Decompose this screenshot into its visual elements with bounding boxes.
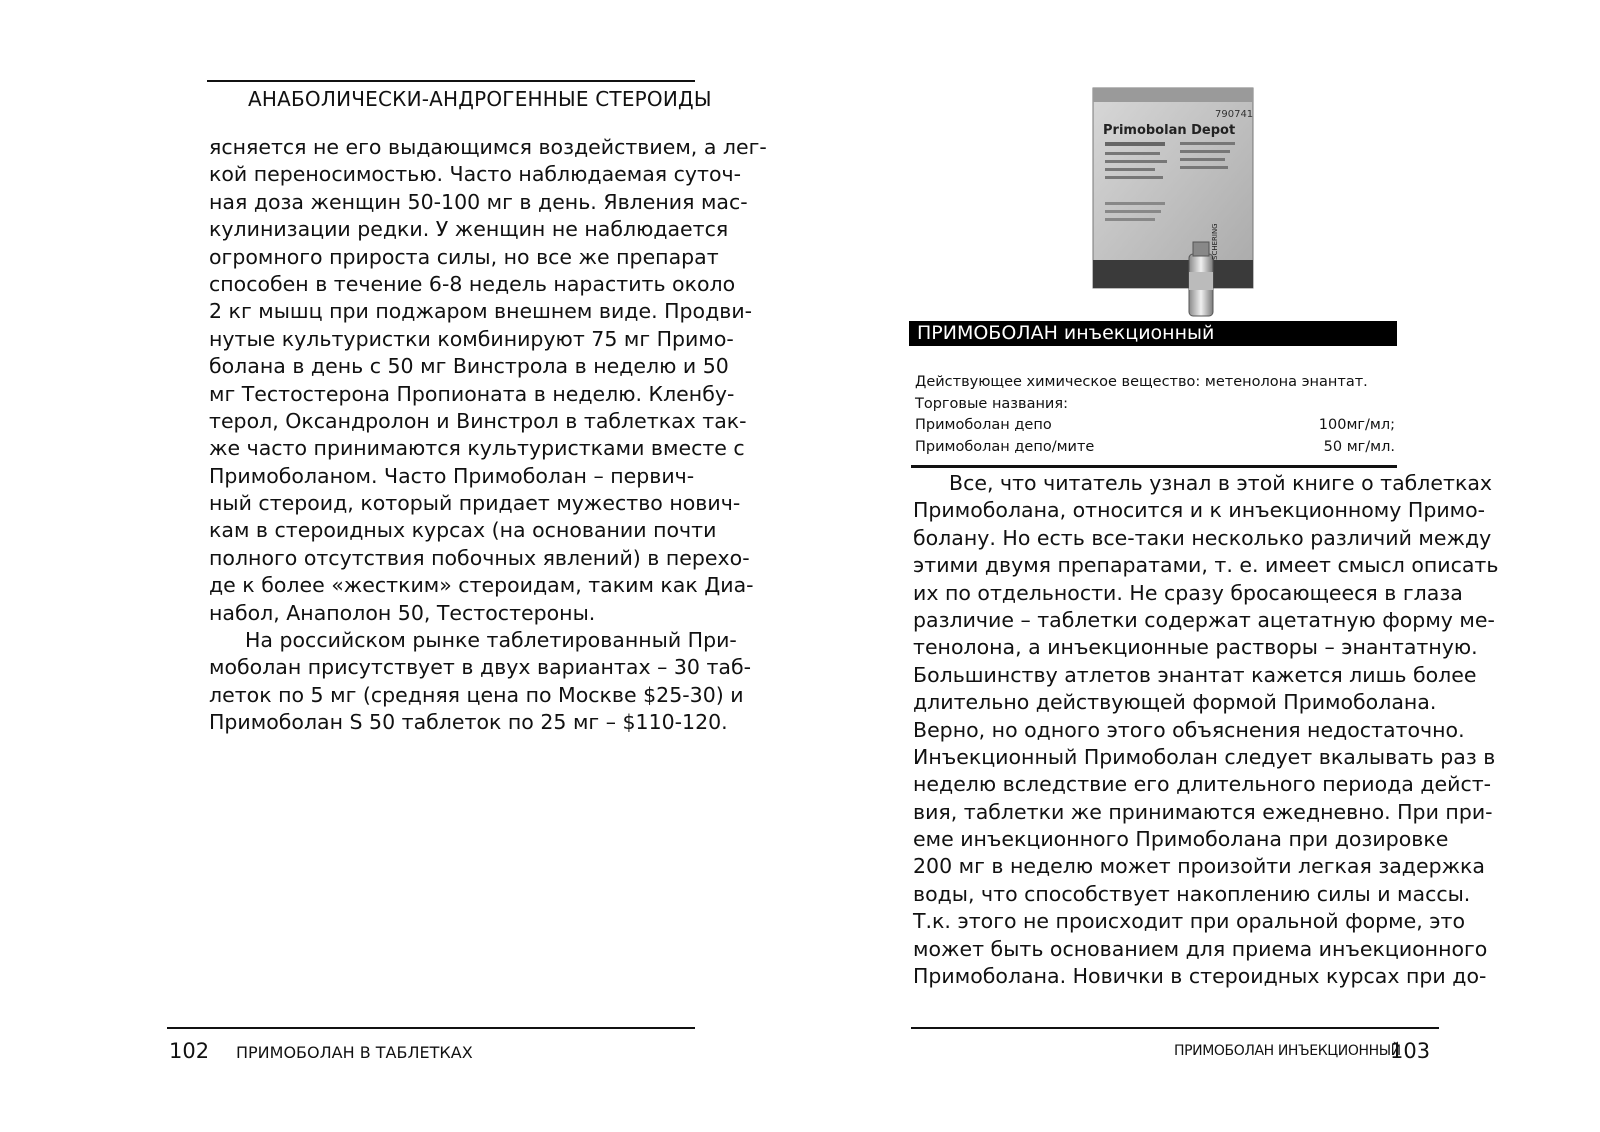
product-dose: 50 мг/мл. [1323, 438, 1395, 455]
text-line: Инъекционный Примоболан следует вкалывать раз в [913, 744, 1496, 769]
text-line: кам в стероидных курсах (на основании почти [209, 518, 717, 543]
text-line: Т.к. этого не происходит при оральной форме, это [913, 909, 1465, 934]
text-line: На российском рынке таблетированный При- [245, 628, 737, 653]
text-line: неделю вследствие его длительного периода дейст- [913, 772, 1492, 797]
text-line: может быть основанием для приема инъекционного [913, 936, 1488, 961]
text-line: ная доза женщин 50-100 мг в день. Явления мас- [209, 189, 748, 214]
text-line: вия, таблетки же принимаются ежедневно. При при- [913, 799, 1493, 824]
text-line: Примоболан S 50 таблеток по 25 мг – $110-120. [209, 710, 728, 735]
header-rule [207, 80, 695, 82]
text-line: полного отсутствия побочных явлений) в перехо- [209, 545, 750, 570]
product-name: Примоболан депо [915, 417, 1052, 433]
text-line: еме инъекционного Примоболана при дозировке [913, 827, 1449, 852]
text-line: Примоболаном. Часто Примоболан – первич- [209, 463, 695, 488]
footer-rule [911, 1027, 1439, 1029]
text-line: способен в течение 6-8 недель нарастить около [209, 271, 736, 296]
text-line: болану. Но есть все-таки несколько различий между [913, 525, 1492, 550]
text-line: Все, что читатель узнал в этой книге о таблетках [949, 471, 1493, 495]
text-line: леток по 5 мг (средняя цена по Москве $25-30) и [209, 682, 744, 707]
footer-title: ПРИМОБОЛАН В ТАБЛЕТКАХ [236, 1043, 473, 1062]
product-name: Примоболан депо/мите [915, 438, 1095, 455]
photo-brand: Primobolan Depot [1103, 123, 1236, 138]
active-substance-text: Действующее химическое вещество: метенолона энантат. [915, 374, 1368, 390]
text-line: Верно, но одного этого объяснения недостаточно. [913, 717, 1465, 742]
text-line: кулинизации редки. У женщин не наблюдается [209, 217, 729, 242]
active-substance [915, 372, 1395, 394]
text-line: 2 кг мышц при поджаром внешнем виде. Продви- [209, 299, 753, 324]
drug-info-block [915, 372, 1395, 458]
product-row [915, 415, 1395, 437]
text-line: набол, Анаполон 50, Тестостероны. [209, 600, 596, 625]
section-title: ПРИМОБОЛАН инъекционный [909, 321, 1397, 346]
page-number: 103 [1390, 1039, 1431, 1063]
text-line: воды, что способствует накоплению силы и массы. [913, 881, 1471, 906]
right-body-text [913, 470, 1498, 990]
text-line: мг Тестостерона Пропионата в неделю. Кленбу- [209, 381, 735, 406]
text-line: 200 мг в неделю может произойти легкая задержка [913, 854, 1485, 879]
trade-names-label [915, 394, 1395, 416]
text-line: ный стероид, который придает мужество нович- [209, 491, 741, 516]
text-line: моболан присутствует в двух вариантах – 30 таб- [209, 655, 751, 680]
photo-maker: SCHERING [1211, 223, 1219, 260]
text-line: этими двумя препаратами, т. е. имеет смысл описать [913, 553, 1499, 578]
product-row [915, 437, 1395, 459]
text-line: же часто принимаются культуристками вместе с [209, 436, 745, 461]
product-dose: 100мг/мл; [1318, 417, 1395, 433]
text-line: нутые культуристки комбинируют 75 мг Примо- [209, 326, 734, 351]
text-line: различие – таблетки содержат ацетатную форму ме- [913, 607, 1495, 632]
text-line: ясняется не его выдающимся воздействием, а лег- [209, 135, 767, 159]
running-head: АНАБОЛИЧЕСКИ-АНДРОГЕННЫЕ СТЕРОИДЫ [248, 87, 712, 111]
left-body-text [209, 134, 767, 737]
text-line: Большинству атлетов энантат кажется лишь более [913, 662, 1477, 687]
trade-names-text: Торговые названия: [915, 395, 1068, 412]
photo-code: 790741 [1215, 109, 1254, 120]
page-number: 102 [169, 1039, 210, 1063]
text-line: их по отдельности. Не сразу бросающееся в глаза [913, 580, 1463, 605]
section-rule [911, 465, 1397, 468]
text-line: огромного прироста силы, но все же препарат [209, 244, 719, 269]
text-line: кой переносимостью. Часто наблюдаемая суточ- [209, 162, 742, 187]
text-line: терол, Оксандролон и Винстрол в таблетках так- [209, 408, 747, 433]
footer-rule [167, 1027, 695, 1029]
text-line: длительно действующей формой Примоболана. [913, 690, 1437, 715]
product-photo [1085, 82, 1265, 322]
text-line: де к более «жестким» стероидам, таким как Диа- [209, 573, 754, 598]
text-line: тенолона, а инъекционные растворы – энантатную. [913, 635, 1478, 660]
text-line: Примоболана. Новички в стероидных курсах при до- [913, 964, 1487, 989]
text-line: Примоболана, относится и к инъекционному Примо- [913, 498, 1486, 523]
text-line: болана в день с 50 мг Винстрола в неделю и 50 [209, 354, 729, 379]
footer-title: ПРИМОБОЛАН ИНЪЕКЦИОННЫЙ [1174, 1043, 1401, 1059]
